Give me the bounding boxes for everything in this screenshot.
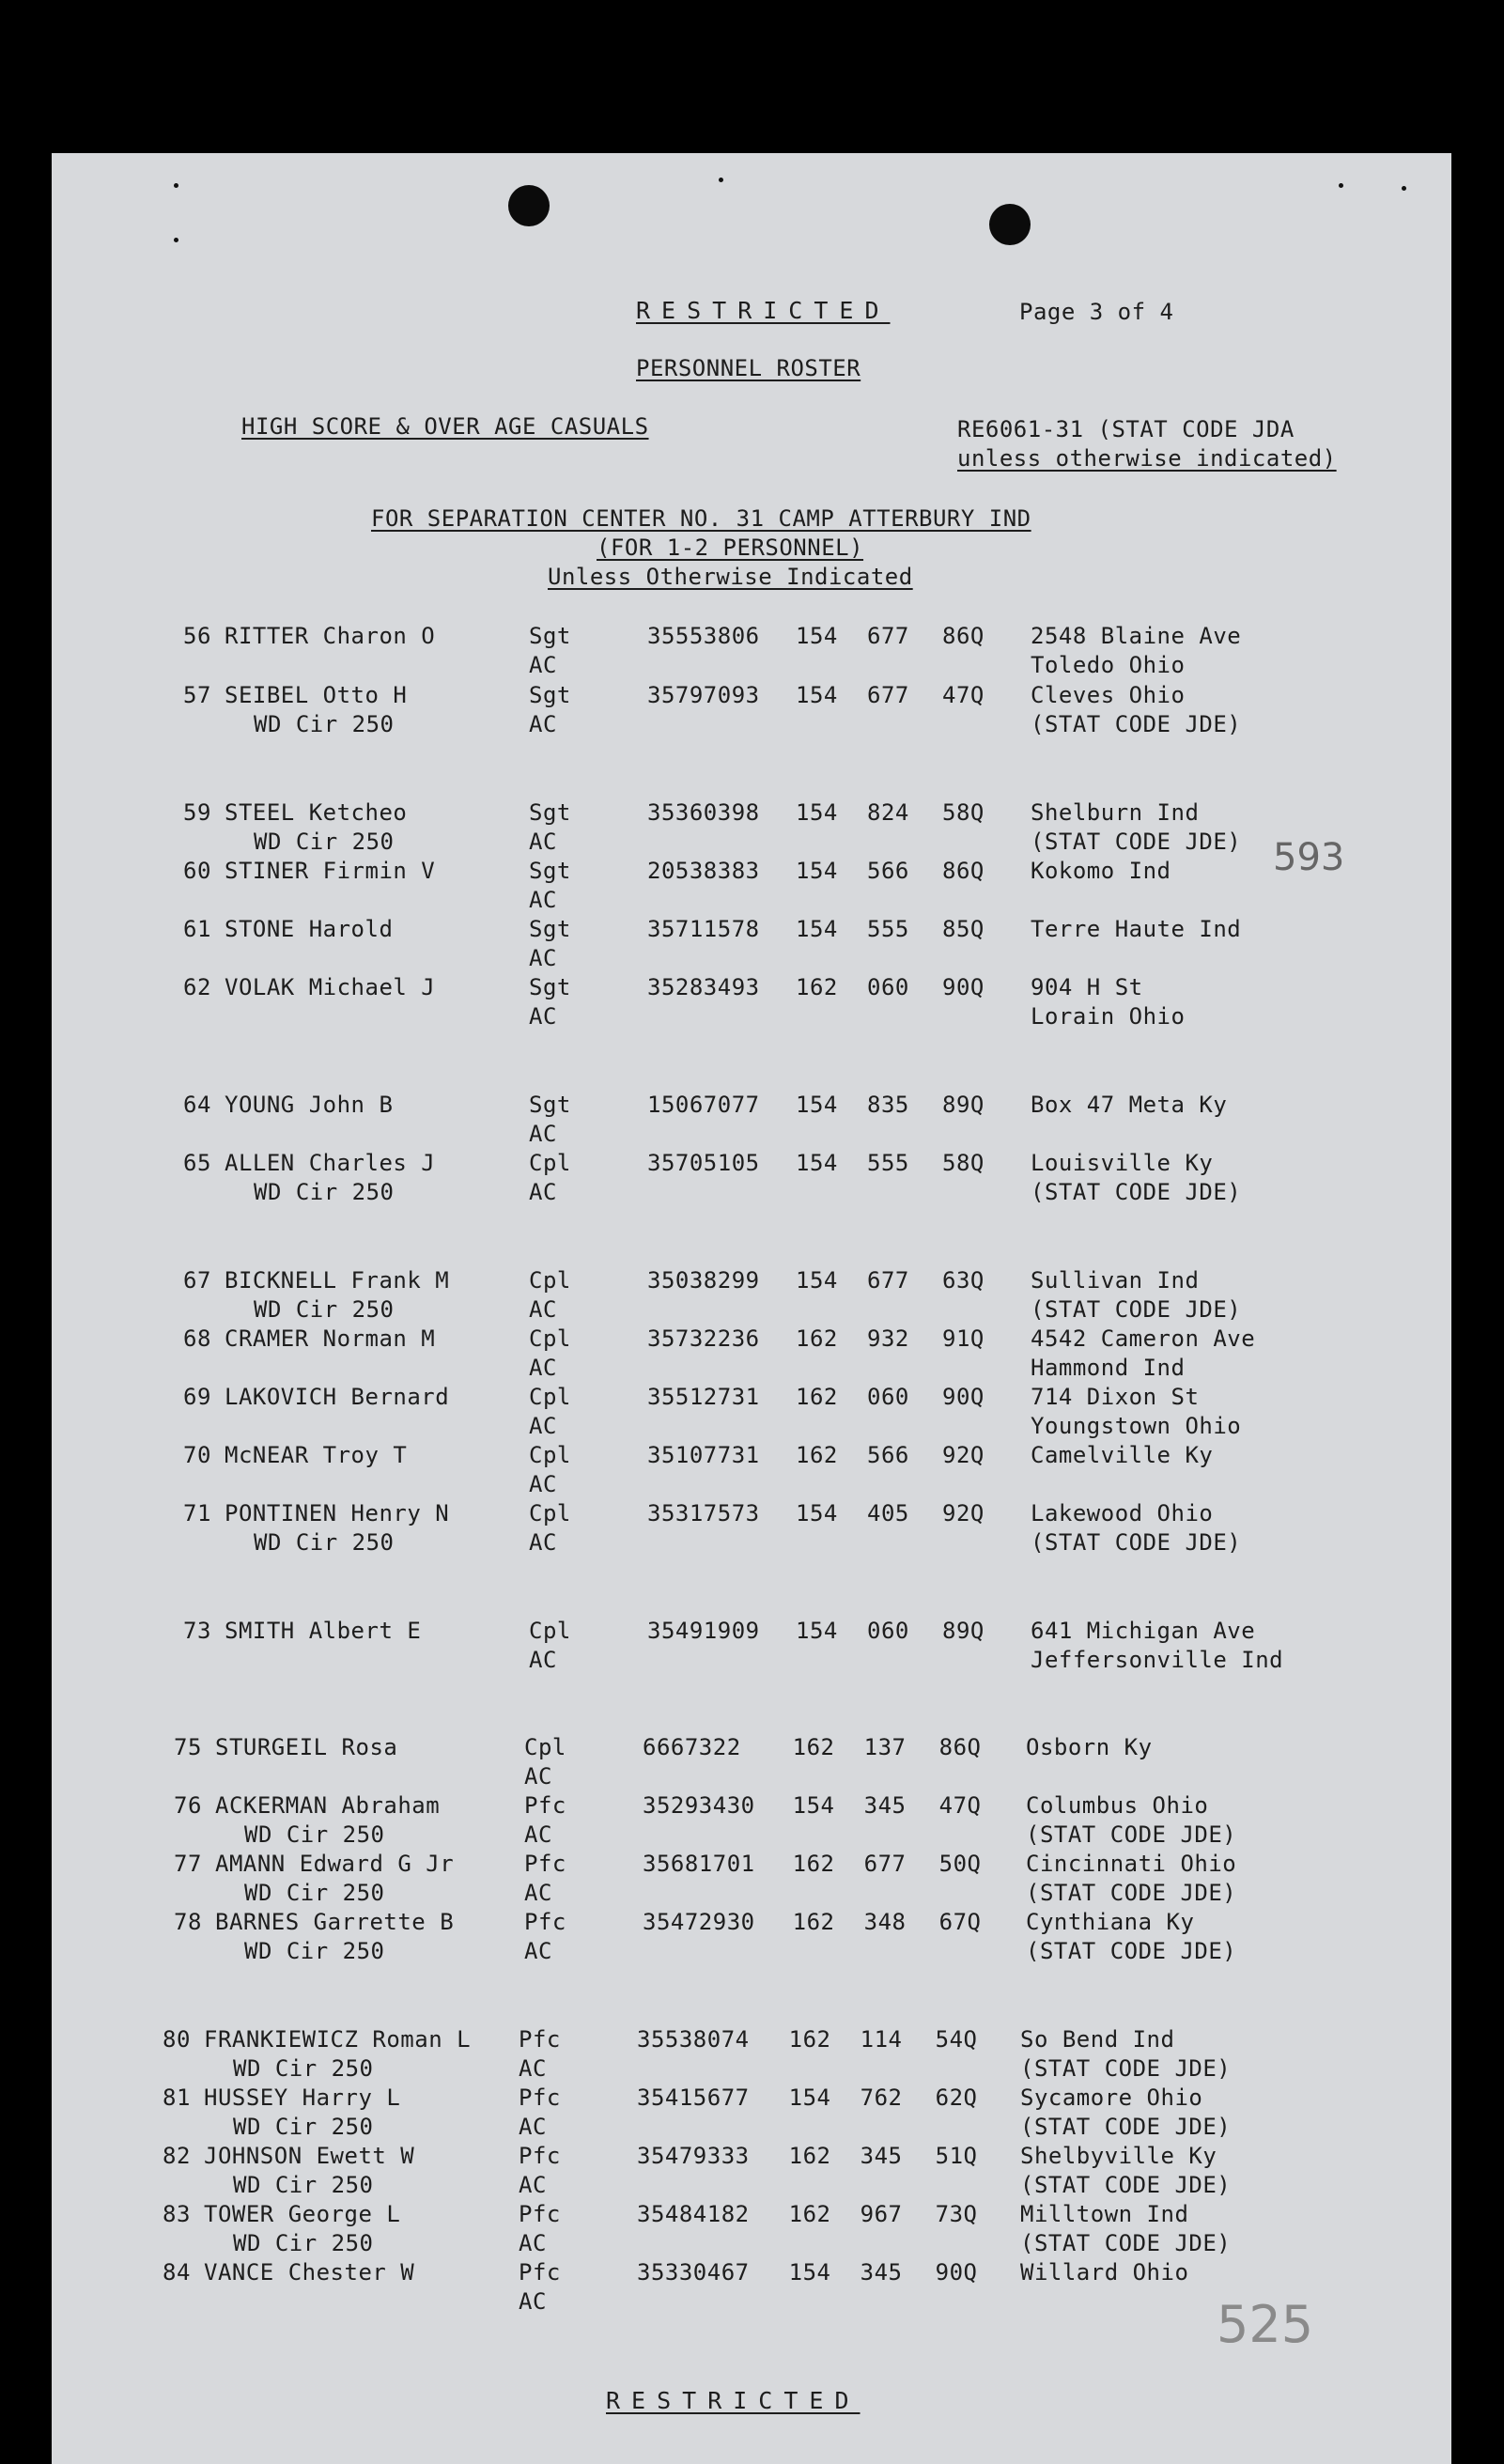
serial-number: 6667322 xyxy=(643,1734,741,1760)
score: 54Q xyxy=(935,2026,978,2053)
address-line-1: 4542 Cameron Ave xyxy=(1031,1325,1256,1352)
address-line-2: Jeffersonville Ind xyxy=(1031,1647,1284,1673)
address-line-2: (STAT CODE JDE) xyxy=(1020,2230,1232,2256)
code-2: 060 xyxy=(867,1618,909,1644)
row-number: 61 xyxy=(183,916,211,942)
score: 86Q xyxy=(942,858,985,884)
branch: AC xyxy=(529,1355,557,1381)
serial-number: 35512731 xyxy=(647,1384,760,1410)
roster-row xyxy=(52,1267,1451,1324)
roster-row xyxy=(52,2143,1451,2199)
branch: AC xyxy=(524,1763,552,1790)
roster-row xyxy=(52,916,1451,972)
code-1: 154 xyxy=(796,916,838,942)
restricted-footer: RESTRICTED xyxy=(606,2387,861,2414)
order-ref: WD Cir 250 xyxy=(254,829,395,855)
soldier-name: BARNES Garrette B xyxy=(215,1909,455,1935)
roster-row xyxy=(52,1851,1451,1907)
row-number: 62 xyxy=(183,974,211,1000)
address-line-2: (STAT CODE JDE) xyxy=(1031,711,1242,737)
score: 67Q xyxy=(938,1909,982,1935)
code-1: 154 xyxy=(796,799,838,826)
branch: AC xyxy=(529,887,557,913)
rank: Sgt xyxy=(529,858,571,884)
rank: Cpl xyxy=(529,1325,571,1352)
code-2: 762 xyxy=(860,2084,903,2111)
code-1: 154 xyxy=(788,2084,831,2111)
address-line-1: Terre Haute Ind xyxy=(1031,916,1242,942)
code-1: 162 xyxy=(788,2026,831,2053)
score: 51Q xyxy=(935,2143,978,2169)
soldier-name: RITTER Charon O xyxy=(225,623,436,649)
address-line-2: (STAT CODE JDE) xyxy=(1026,1821,1237,1848)
soldier-name: FRANKIEWICZ Roman L xyxy=(204,2026,472,2053)
serial-number: 15067077 xyxy=(647,1092,760,1118)
address-line-2: (STAT CODE JDE) xyxy=(1031,1179,1242,1205)
branch: AC xyxy=(519,2172,547,2198)
score: 90Q xyxy=(942,1384,985,1410)
row-number: 82 xyxy=(163,2143,191,2169)
row-number: 60 xyxy=(183,858,211,884)
code-2: 137 xyxy=(863,1734,907,1760)
serial-number: 35732236 xyxy=(647,1325,760,1352)
address-line-1: 904 H St xyxy=(1031,974,1143,1000)
serial-number: 35317573 xyxy=(647,1500,760,1526)
code-1: 154 xyxy=(796,1267,838,1294)
address-line-1: 641 Michigan Ave xyxy=(1031,1618,1256,1644)
order-ref: WD Cir 250 xyxy=(233,2172,374,2198)
roster-row xyxy=(52,974,1451,1031)
soldier-name: VANCE Chester W xyxy=(204,2259,415,2286)
soldier-name: BICKNELL Frank M xyxy=(225,1267,450,1294)
speck xyxy=(174,183,178,188)
row-number: 64 xyxy=(183,1092,211,1118)
serial-number: 35711578 xyxy=(647,916,760,942)
row-number: 78 xyxy=(174,1909,202,1935)
code-1: 162 xyxy=(788,2143,831,2169)
row-number: 70 xyxy=(183,1442,211,1468)
center-line-1: FOR SEPARATION CENTER NO. 31 CAMP ATTERBURY IND xyxy=(371,505,1031,532)
center-line-2: (FOR 1-2 PERSONNEL) xyxy=(597,535,864,561)
branch: AC xyxy=(529,1413,557,1439)
margin-number-593: 593 xyxy=(1273,836,1345,879)
address-line-1: Shelburn Ind xyxy=(1031,799,1200,826)
order-ref: WD Cir 250 xyxy=(254,1296,395,1323)
address-line-1: Willard Ohio xyxy=(1020,2259,1189,2286)
branch: AC xyxy=(519,2288,547,2315)
address-line-2: Lorain Ohio xyxy=(1031,1003,1186,1030)
serial-number: 35553806 xyxy=(647,623,760,649)
serial-number: 35330467 xyxy=(637,2259,750,2286)
score: 90Q xyxy=(935,2259,978,2286)
address-line-1: Cincinnati Ohio xyxy=(1026,1851,1237,1877)
rank: Cpl xyxy=(529,1442,571,1468)
serial-number: 35538074 xyxy=(637,2026,750,2053)
rank: Pfc xyxy=(524,1792,566,1819)
address-line-2: (STAT CODE JDE) xyxy=(1020,2172,1232,2198)
code-1: 162 xyxy=(796,1442,838,1468)
code-1: 154 xyxy=(796,1618,838,1644)
address-line-2: (STAT CODE JDE) xyxy=(1031,1529,1242,1556)
score: 62Q xyxy=(935,2084,978,2111)
code-1: 162 xyxy=(796,1384,838,1410)
row-number: 76 xyxy=(174,1792,202,1819)
code-1: 154 xyxy=(796,682,838,708)
serial-number: 20538383 xyxy=(647,858,760,884)
roster-row xyxy=(52,799,1451,856)
address-line-1: Lakewood Ohio xyxy=(1031,1500,1214,1526)
page-title: PERSONNEL ROSTER xyxy=(636,355,861,381)
code-2: 060 xyxy=(867,974,909,1000)
soldier-name: PONTINEN Henry N xyxy=(225,1500,450,1526)
order-ref: WD Cir 250 xyxy=(233,2055,374,2082)
rank: Sgt xyxy=(529,1092,571,1118)
soldier-name: SEIBEL Otto H xyxy=(225,682,408,708)
score: 85Q xyxy=(942,916,985,942)
address-line-1: Osborn Ky xyxy=(1026,1734,1153,1760)
address-line-1: 714 Dixon St xyxy=(1031,1384,1200,1410)
rank: Pfc xyxy=(524,1851,566,1877)
rank: Pfc xyxy=(519,2201,561,2227)
address-line-2: (STAT CODE JDE) xyxy=(1031,829,1242,855)
score: 92Q xyxy=(942,1442,985,1468)
serial-number: 35705105 xyxy=(647,1150,760,1176)
row-number: 67 xyxy=(183,1267,211,1294)
code-2: 566 xyxy=(867,858,909,884)
soldier-name: AMANN Edward G Jr xyxy=(215,1851,455,1877)
row-number: 69 xyxy=(183,1384,211,1410)
score: 89Q xyxy=(942,1092,985,1118)
code-1: 154 xyxy=(796,858,838,884)
score: 50Q xyxy=(938,1851,982,1877)
code-2: 677 xyxy=(867,1267,909,1294)
code-1: 154 xyxy=(796,623,838,649)
serial-number: 35293430 xyxy=(643,1792,755,1819)
code-2: 345 xyxy=(863,1792,907,1819)
rank: Cpl xyxy=(529,1384,571,1410)
score: 86Q xyxy=(942,623,985,649)
score: 89Q xyxy=(942,1618,985,1644)
soldier-name: VOLAK Michael J xyxy=(225,974,436,1000)
serial-number: 35283493 xyxy=(647,974,760,1000)
row-number: 71 xyxy=(183,1500,211,1526)
restricted-header: RESTRICTED xyxy=(636,297,891,324)
address-line-1: Cynthiana Ky xyxy=(1026,1909,1195,1935)
serial-number: 35360398 xyxy=(647,799,760,826)
roster-row xyxy=(52,1092,1451,1148)
branch: AC xyxy=(529,711,557,737)
row-number: 56 xyxy=(183,623,211,649)
code-1: 162 xyxy=(792,1734,835,1760)
score: 90Q xyxy=(942,974,985,1000)
code-2: 345 xyxy=(860,2259,903,2286)
order-ref: WD Cir 250 xyxy=(254,711,395,737)
code-1: 162 xyxy=(796,1325,838,1352)
code-1: 162 xyxy=(788,2201,831,2227)
soldier-name: YOUNG John B xyxy=(225,1092,394,1118)
code-1: 162 xyxy=(796,974,838,1000)
roster-row xyxy=(52,2026,1451,2083)
soldier-name: CRAMER Norman M xyxy=(225,1325,436,1352)
serial-number: 35472930 xyxy=(643,1909,755,1935)
address-line-1: Cleves Ohio xyxy=(1031,682,1186,708)
code-2: 060 xyxy=(867,1384,909,1410)
branch: AC xyxy=(529,1179,557,1205)
punch-hole-right xyxy=(989,204,1031,245)
code-2: 114 xyxy=(860,2026,903,2053)
rank: Sgt xyxy=(529,682,571,708)
address-line-2: (STAT CODE JDE) xyxy=(1020,2114,1232,2140)
soldier-name: LAKOVICH Bernard xyxy=(225,1384,450,1410)
code-1: 154 xyxy=(792,1792,835,1819)
branch: AC xyxy=(519,2055,547,2082)
code-2: 835 xyxy=(867,1092,909,1118)
code-2: 677 xyxy=(867,623,909,649)
code-2: 677 xyxy=(863,1851,907,1877)
code-2: 405 xyxy=(867,1500,909,1526)
soldier-name: STONE Harold xyxy=(225,916,394,942)
branch: AC xyxy=(529,945,557,971)
order-ref: WD Cir 250 xyxy=(233,2230,374,2256)
row-number: 65 xyxy=(183,1150,211,1176)
rank: Cpl xyxy=(529,1618,571,1644)
score: 86Q xyxy=(938,1734,982,1760)
center-line-3: Unless Otherwise Indicated xyxy=(548,564,913,590)
score: 47Q xyxy=(942,682,985,708)
roster-row xyxy=(52,1500,1451,1557)
code-2: 967 xyxy=(860,2201,903,2227)
branch: AC xyxy=(529,1296,557,1323)
score: 63Q xyxy=(942,1267,985,1294)
code-2: 555 xyxy=(867,1150,909,1176)
speck xyxy=(719,178,723,182)
serial-number: 35484182 xyxy=(637,2201,750,2227)
serial-number: 35491909 xyxy=(647,1618,760,1644)
row-number: 59 xyxy=(183,799,211,826)
address-line-1: Sullivan Ind xyxy=(1031,1267,1200,1294)
score: 73Q xyxy=(935,2201,978,2227)
rank: Pfc xyxy=(519,2143,561,2169)
rank: Sgt xyxy=(529,799,571,826)
roster-row xyxy=(52,1384,1451,1440)
address-line-1: Camelville Ky xyxy=(1031,1442,1214,1468)
score: 91Q xyxy=(942,1325,985,1352)
rank: Sgt xyxy=(529,974,571,1000)
row-number: 57 xyxy=(183,682,211,708)
branch: AC xyxy=(524,1880,552,1906)
order-ref: WD Cir 250 xyxy=(233,2114,374,2140)
code-line-2: unless otherwise indicated) xyxy=(957,445,1337,472)
branch: AC xyxy=(529,1121,557,1147)
roster-row xyxy=(52,1150,1451,1206)
rank: Cpl xyxy=(524,1734,566,1760)
roster-row xyxy=(52,1618,1451,1674)
rank: Cpl xyxy=(529,1267,571,1294)
score: 58Q xyxy=(942,1150,985,1176)
code-1: 154 xyxy=(788,2259,831,2286)
order-ref: WD Cir 250 xyxy=(254,1529,395,1556)
rank: Pfc xyxy=(519,2259,561,2286)
soldier-name: McNEAR Troy T xyxy=(225,1442,408,1468)
row-number: 77 xyxy=(174,1851,202,1877)
roster-row xyxy=(52,1909,1451,1965)
branch: AC xyxy=(529,1647,557,1673)
serial-number: 35038299 xyxy=(647,1267,760,1294)
code-2: 824 xyxy=(867,799,909,826)
roster-row xyxy=(52,1442,1451,1498)
soldier-name: STEEL Ketcheo xyxy=(225,799,408,826)
code-1: 154 xyxy=(796,1150,838,1176)
score: 58Q xyxy=(942,799,985,826)
code-2: 677 xyxy=(867,682,909,708)
address-line-2: (STAT CODE JDE) xyxy=(1031,1296,1242,1323)
address-line-2: (STAT CODE JDE) xyxy=(1026,1938,1237,1964)
serial-number: 35107731 xyxy=(647,1442,760,1468)
address-line-2: (STAT CODE JDE) xyxy=(1020,2055,1232,2082)
soldier-name: STINER Firmin V xyxy=(225,858,436,884)
rank: Sgt xyxy=(529,623,571,649)
row-number: 75 xyxy=(174,1734,202,1760)
roster-row xyxy=(52,2084,1451,2141)
serial-number: 35681701 xyxy=(643,1851,755,1877)
score: 47Q xyxy=(938,1792,982,1819)
roster-row xyxy=(52,1734,1451,1790)
code-2: 932 xyxy=(867,1325,909,1352)
serial-number: 35479333 xyxy=(637,2143,750,2169)
address-line-2: (STAT CODE JDE) xyxy=(1026,1880,1237,1906)
code-1: 154 xyxy=(796,1092,838,1118)
address-line-2: Toledo Ohio xyxy=(1031,652,1186,678)
row-number: 84 xyxy=(163,2259,191,2286)
address-line-1: So Bend Ind xyxy=(1020,2026,1175,2053)
roster-row xyxy=(52,1325,1451,1382)
soldier-name: TOWER George L xyxy=(204,2201,401,2227)
address-line-1: Louisville Ky xyxy=(1031,1150,1214,1176)
order-ref: WD Cir 250 xyxy=(244,1880,385,1906)
punch-hole-left xyxy=(508,185,550,226)
code-2: 348 xyxy=(863,1909,907,1935)
order-ref: WD Cir 250 xyxy=(254,1179,395,1205)
code-1: 162 xyxy=(792,1851,835,1877)
order-ref: WD Cir 250 xyxy=(244,1821,385,1848)
address-line-1: Box 47 Meta Ky xyxy=(1031,1092,1228,1118)
branch: AC xyxy=(519,2230,547,2256)
row-number: 68 xyxy=(183,1325,211,1352)
soldier-name: SMITH Albert E xyxy=(225,1618,422,1644)
soldier-name: JOHNSON Ewett W xyxy=(204,2143,415,2169)
serial-number: 35415677 xyxy=(637,2084,750,2111)
code-2: 555 xyxy=(867,916,909,942)
roster-row xyxy=(52,623,1451,679)
branch: AC xyxy=(529,1003,557,1030)
address-line-1: 2548 Blaine Ave xyxy=(1031,623,1242,649)
address-line-2: Youngstown Ohio xyxy=(1031,1413,1242,1439)
row-number: 83 xyxy=(163,2201,191,2227)
rank: Pfc xyxy=(519,2084,561,2111)
soldier-name: ACKERMAN Abraham xyxy=(215,1792,441,1819)
address-line-1: Columbus Ohio xyxy=(1026,1792,1209,1819)
rank: Cpl xyxy=(529,1500,571,1526)
roster-row xyxy=(52,858,1451,914)
rank: Cpl xyxy=(529,1150,571,1176)
roster-row xyxy=(52,682,1451,738)
branch: AC xyxy=(529,652,557,678)
code-1: 162 xyxy=(792,1909,835,1935)
rank: Pfc xyxy=(519,2026,561,2053)
branch: AC xyxy=(524,1821,552,1848)
address-line-1: Milltown Ind xyxy=(1020,2201,1189,2227)
row-number: 73 xyxy=(183,1618,211,1644)
branch: AC xyxy=(519,2114,547,2140)
serial-number: 35797093 xyxy=(647,682,760,708)
speck xyxy=(1402,186,1406,191)
row-number: 80 xyxy=(163,2026,191,2053)
rank: Pfc xyxy=(524,1909,566,1935)
roster-row xyxy=(52,2201,1451,2257)
page-label: Page 3 of 4 xyxy=(1019,299,1174,325)
code-2: 566 xyxy=(867,1442,909,1468)
address-line-1: Sycamore Ohio xyxy=(1020,2084,1203,2111)
order-ref: WD Cir 250 xyxy=(244,1938,385,1964)
roster-row xyxy=(52,1792,1451,1849)
soldier-name: ALLEN Charles J xyxy=(225,1150,436,1176)
margin-number-525: 525 xyxy=(1217,2295,1314,2354)
row-number: 81 xyxy=(163,2084,191,2111)
branch: AC xyxy=(524,1938,552,1964)
soldier-name: STURGEIL Rosa xyxy=(215,1734,398,1760)
address-line-1: Kokomo Ind xyxy=(1031,858,1171,884)
speck xyxy=(1339,183,1343,188)
speck xyxy=(174,238,178,242)
address-line-2: Hammond Ind xyxy=(1031,1355,1186,1381)
code-1: 154 xyxy=(796,1500,838,1526)
code-2: 345 xyxy=(860,2143,903,2169)
score: 92Q xyxy=(942,1500,985,1526)
soldier-name: HUSSEY Harry L xyxy=(204,2084,401,2111)
branch: AC xyxy=(529,1471,557,1497)
code-line-1: RE6061-31 (STAT CODE JDA xyxy=(957,416,1295,442)
branch: AC xyxy=(529,1529,557,1556)
rank: Sgt xyxy=(529,916,571,942)
left-title: HIGH SCORE & OVER AGE CASUALS xyxy=(241,413,649,440)
document-page xyxy=(52,153,1451,2464)
branch: AC xyxy=(529,829,557,855)
address-line-1: Shelbyville Ky xyxy=(1020,2143,1217,2169)
